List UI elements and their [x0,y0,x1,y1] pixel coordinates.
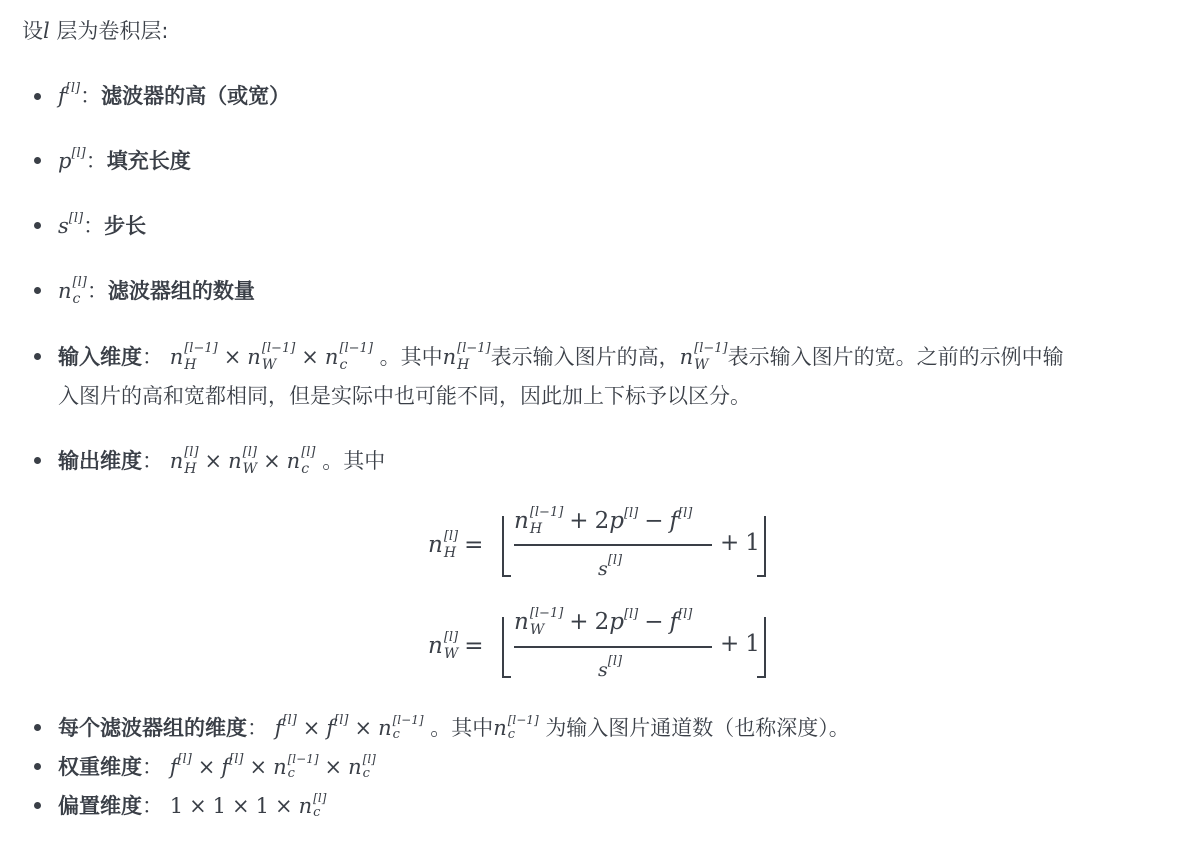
bullet [34,353,41,360]
list-item-output-dims: 输出维度： n [l] H × n [l] W × n [l] c 。其中 [58,445,386,477]
floor-right-bracket [756,514,768,578]
bullet [34,287,41,294]
bullet [34,802,41,809]
formula-width-plus-one: + 1 [720,631,760,657]
list-item-num-filters: n [l] c ：滤波器组的数量 [58,275,255,307]
formula-height-lhs: n [l] H = [428,529,484,561]
floor-left-bracket [500,514,512,578]
list-item-input-dims: 输入维度： n [l−1] H × n [l−1] W × n [l−1] c 。其中n [l−1] H 表示输入图片的高，n [l−1] W 表示输入图片的宽。之前的示例中输 [58,341,1064,373]
formula-width-lhs: n [l] W = [428,630,484,662]
list-item-padding: p[l]：填充长度 [58,146,191,173]
intro-line: 设l 层为卷积层: [22,19,169,43]
formula-width-numerator: n [l−1] W + 2p[l] − f[l] [514,606,693,638]
formula-height-numerator: n [l−1] H + 2p[l] − f[l] [514,505,693,537]
bullet [34,457,41,464]
formula-height-denominator: s[l] [598,553,623,580]
list-item-bias-dims: 偏置维度： 1 × 1 × 1 × n [l] c [58,791,327,820]
bullet [34,724,41,731]
floor-right-bracket [756,615,768,679]
bullet [34,763,41,770]
bullet [34,222,41,229]
formula-width-denominator: s[l] [598,654,623,681]
list-item-stride: s[l]：步长 [58,211,147,238]
list-item-weight-dims: 权重维度： f[l] × f[l] × n [l−1] c × n [l] c [58,752,376,781]
list-item-filter-size: f[l]：滤波器的高（或宽） [58,81,291,108]
input-dims-line-2: 入图片的高和宽都相同，但是实际中也可能不同，因此加上下标予以区分。 [58,384,751,408]
fraction-bar [514,646,712,648]
floor-left-bracket [500,615,512,679]
fraction-bar [514,544,712,546]
list-item-filter-dims: 每个滤波器组的维度： f[l] × f[l] × n [l−1] c 。其中n [l−1] c 为输入图片通道数（也称深度）。 [58,713,850,742]
formula-height-plus-one: + 1 [720,530,760,556]
bullet [34,157,41,164]
bullet [34,93,41,100]
